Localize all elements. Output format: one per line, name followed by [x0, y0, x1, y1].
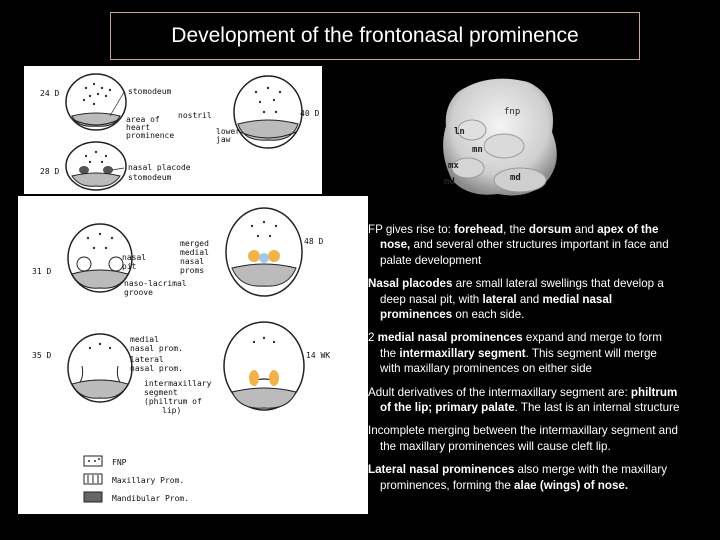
label-age-28d: 28 D — [40, 167, 60, 176]
label-merged-2: medial — [180, 248, 209, 257]
p1-text-c: , the — [503, 223, 529, 236]
label-nasal-placode: nasal placode — [128, 163, 191, 172]
p2-text-f: on each side. — [452, 308, 525, 322]
legend-swatch-mandibular — [84, 492, 102, 502]
p3-text-c: expand and merge to form the — [380, 331, 662, 360]
p1-bold-apex: apex of the nose, — [380, 223, 659, 252]
p2-bold-medial: medial nasal prominences — [380, 292, 613, 322]
photo-label-mx: mx — [448, 161, 459, 171]
p3-bold-medial: medial nasal prominences — [377, 331, 523, 345]
paragraph-fp-derivatives — [368, 222, 680, 268]
p2-bold-lateral: lateral — [482, 292, 517, 306]
label-lower-jaw: lower — [216, 127, 241, 136]
legend-label-mandibular: Mandibular Prom. — [112, 494, 190, 503]
p2-text-d: and — [516, 292, 543, 306]
label-medial-nasal: medial — [130, 335, 159, 344]
label-area-heart-3: prominence — [126, 131, 175, 140]
p6-bold-alae: alae (wings) of nose. — [514, 478, 629, 492]
paragraph-adult-derivatives — [368, 385, 680, 416]
photo-label-md-right: md — [510, 173, 521, 183]
paragraph-nasal-placodes — [368, 276, 680, 322]
embryo-photo-drawing — [428, 72, 568, 204]
label-nostril: nostril — [178, 111, 212, 120]
p1-bold-dorsum: dorsum — [528, 223, 572, 236]
p4-text-a: Adult derivatives of the intermaxillary segment are: — [368, 385, 631, 399]
label-age-24d: 24 D — [40, 89, 60, 98]
embryo-head-48d — [226, 208, 302, 296]
label-age-31d: 31 D — [32, 267, 52, 276]
embryo-diagram-main-drawing — [18, 196, 368, 514]
embryo-photo — [428, 72, 568, 204]
label-lower-jaw-2: jaw — [216, 135, 231, 144]
label-intermaxillary-4: lip) — [162, 406, 182, 415]
p1-text-g: and several other structures important in face and palate development — [380, 238, 669, 267]
label-intermaxillary-2: segment — [144, 388, 178, 397]
label-medial-nasal-2: nasal prom. — [130, 344, 183, 353]
label-stomodeum-2: stomodeum — [128, 173, 172, 182]
label-age-40d: 40 D — [300, 109, 320, 118]
slide-title: Development of the frontonasal prominence — [171, 24, 579, 47]
label-merged: merged — [180, 239, 209, 248]
label-age-48d: 48 D — [304, 237, 324, 246]
p3-text-a: 2 — [368, 331, 378, 345]
label-area-heart: area of — [126, 115, 160, 124]
label-lateral-nasal-2: nasal prom. — [130, 364, 183, 373]
legend-label-fnp: FNP — [112, 458, 127, 467]
label-nasolacrimal-2: groove — [124, 288, 153, 297]
embryo-head-28d — [66, 142, 126, 190]
embryo-diagram-main — [18, 196, 368, 514]
p6-bold-lateral: Lateral nasal prominences — [368, 463, 515, 477]
p6-text-b: also merge with the maxillary prominences, forming the — [380, 463, 667, 492]
p2-text-b: are small lateral swellings that develop a deep nasal pit, with — [380, 277, 664, 306]
embryo-head-40d — [234, 76, 302, 148]
p5-text-a: Incomplete merging between the intermaxillary segment and the maxillary prominences will cause cleft lip. — [368, 424, 678, 453]
label-intermaxillary: intermaxillary — [144, 379, 212, 388]
p3-text-e: . This segment will merge with maxillary prominences on either side — [380, 346, 657, 376]
label-age-35d: 35 D — [32, 351, 52, 360]
p4-bold-philtrum: philtrum of the lip; primary palate — [380, 385, 678, 415]
p1-text-e: and — [571, 223, 598, 236]
p3-bold-intermax: intermaxillary segment — [399, 346, 526, 360]
embryo-head-24d — [66, 74, 126, 130]
legend-label-maxillary: Maxillary Prom. — [112, 476, 185, 485]
p4-text-c: . The last is an internal structure — [514, 401, 680, 415]
label-nasal-pit: nasal — [122, 253, 147, 262]
photo-label-fnp: fnp — [504, 107, 521, 117]
embryo-head-35d — [68, 334, 132, 402]
p2-bold-nasal-placodes: Nasal placodes — [368, 277, 453, 291]
p1-bold-forehead: forehead — [454, 223, 504, 236]
label-age-14wk: 14 WK — [306, 351, 331, 360]
diagram-legend — [84, 456, 189, 503]
description-text-block — [368, 222, 680, 501]
embryo-diagram-top — [24, 66, 322, 194]
label-merged-4: proms — [180, 266, 205, 275]
label-lateral-nasal: lateral — [130, 355, 164, 364]
label-area-heart-2: heart — [126, 123, 151, 132]
slide-title-box — [110, 12, 640, 60]
photo-label-md-left: md — [444, 177, 455, 187]
paragraph-medial-merge — [368, 330, 680, 376]
legend-swatch-fnp — [84, 456, 102, 466]
label-nasal-pit-2: pit — [122, 262, 137, 271]
photo-label-ln: ln — [454, 127, 465, 137]
p1-text-a: FP gives rise to: — [368, 223, 455, 236]
label-stomodeum: stomodeum — [128, 87, 172, 96]
label-nasolacrimal: naso-lacrimal — [124, 279, 187, 288]
paragraph-cleft-lip — [368, 423, 680, 454]
photo-label-mn: mn — [472, 145, 483, 155]
embryo-diagram-top-drawing — [24, 66, 322, 194]
label-intermaxillary-3: (philtrum of — [144, 397, 202, 406]
embryo-head-14wk — [224, 322, 304, 410]
label-merged-3: nasal — [180, 257, 205, 266]
paragraph-lateral-nasal — [368, 462, 680, 493]
